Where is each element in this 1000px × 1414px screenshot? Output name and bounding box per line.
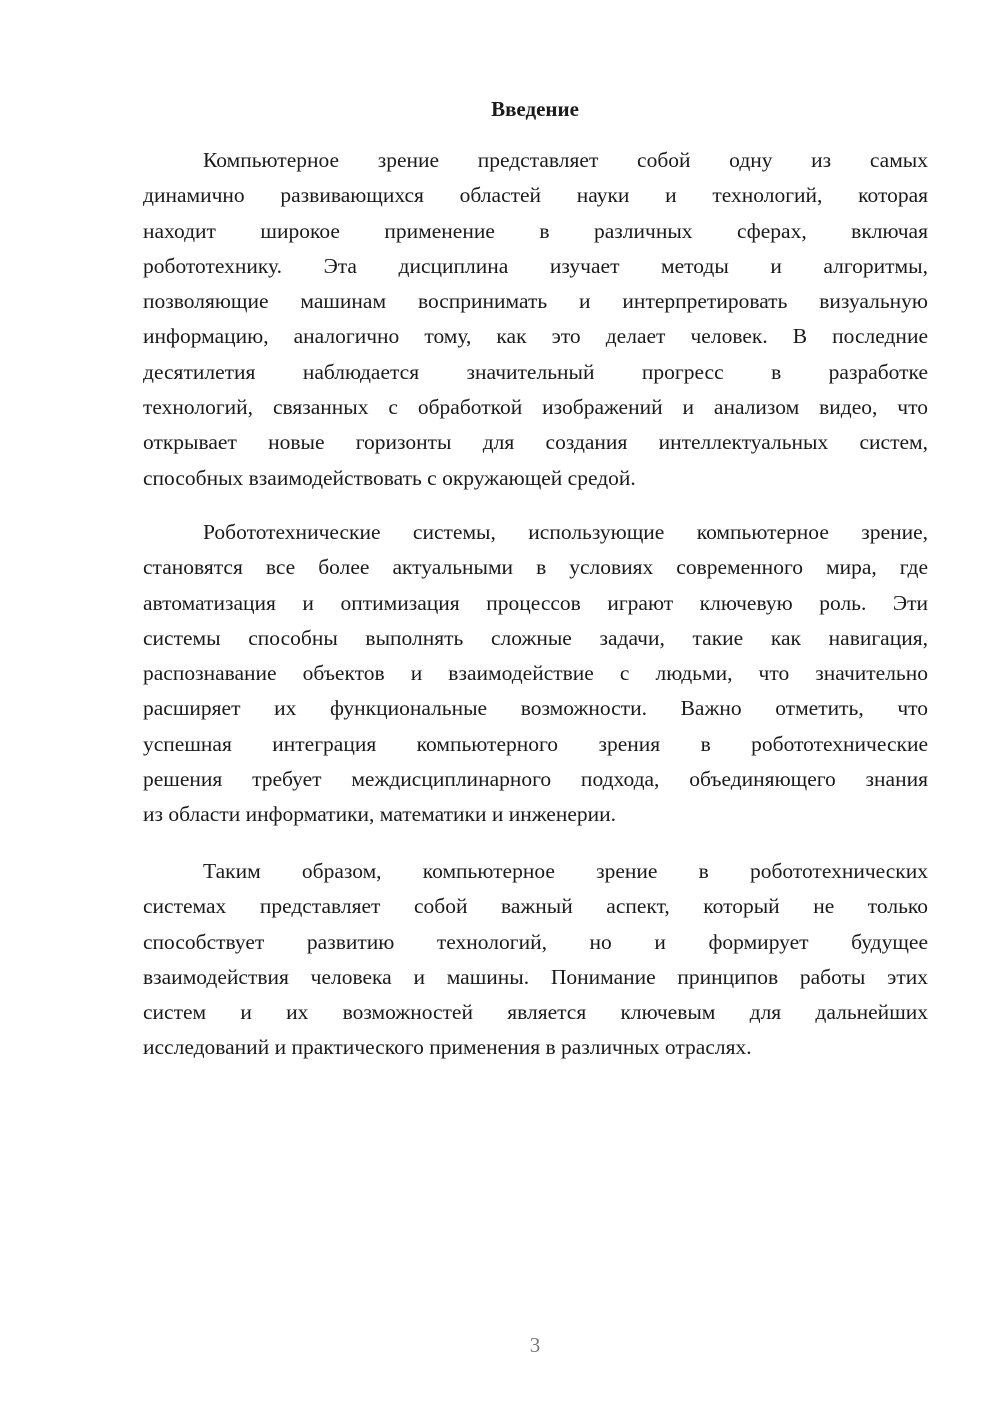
- paragraph-2: [143, 515, 928, 833]
- text-line: расширяет их функциональные возможности. Важно отметить, что: [143, 696, 928, 721]
- paragraph-3: [143, 854, 928, 1066]
- text-line: успешная интеграция компьютерного зрения в робототехнические: [143, 731, 928, 756]
- text-line: робототехнику. Эта дисциплина изучает методы и алгоритмы,: [143, 253, 928, 278]
- text-line: из области информатики, математики и инженерии.: [143, 802, 617, 827]
- text-line: динамично развивающихся областей науки и технологий, которая: [143, 183, 928, 208]
- text-line: открывает новые горизонты для создания интеллектуальных систем,: [143, 430, 928, 455]
- text-line: способных взаимодействовать с окружающей средой.: [143, 465, 636, 490]
- section-title: Введение: [491, 97, 579, 121]
- text-line: системы способны выполнять сложные задачи, такие как навигация,: [143, 625, 928, 650]
- text-line: Компьютерное зрение представляет собой одну из самых: [203, 148, 928, 172]
- text-line: систем и их возможностей является ключевым для дальнейших: [143, 1000, 928, 1025]
- text-line: автоматизация и оптимизация процессов играют ключевую роль. Эти: [143, 590, 928, 615]
- paragraph-1: [143, 143, 928, 496]
- text-line: позволяющие машинам воспринимать и интерпретировать визуальную: [143, 289, 928, 314]
- page-number: 3: [529, 1333, 541, 1357]
- text-line: решения требует междисциплинарного подхода, объединяющего знания: [143, 767, 928, 792]
- text-line: Таким образом, компьютерное зрение в робототехнических: [203, 859, 928, 883]
- text-line: Робототехнические системы, использующие компьютерное зрение,: [203, 520, 928, 544]
- text-line: информацию, аналогично тому, как это делает человек. В последние: [143, 324, 928, 349]
- text-line: находит широкое применение в различных сферах, включая: [143, 218, 928, 243]
- text-line: системах представляет собой важный аспект, который не только: [143, 894, 928, 919]
- text-line: способствует развитию технологий, но и формирует будущее: [143, 929, 928, 954]
- text-line: становятся все более актуальными в условиях современного мира, где: [143, 555, 928, 580]
- text-line: десятилетия наблюдается значительный прогресс в разработке: [143, 359, 928, 384]
- text-line: исследований и практического применения в различных отраслях.: [143, 1035, 752, 1060]
- text-line: распознавание объектов и взаимодействие с людьми, что значительно: [143, 661, 928, 686]
- text-line: взаимодействия человека и машины. Понимание принципов работы этих: [143, 964, 928, 989]
- text-line: технологий, связанных с обработкой изображений и анализом видео, что: [143, 395, 928, 420]
